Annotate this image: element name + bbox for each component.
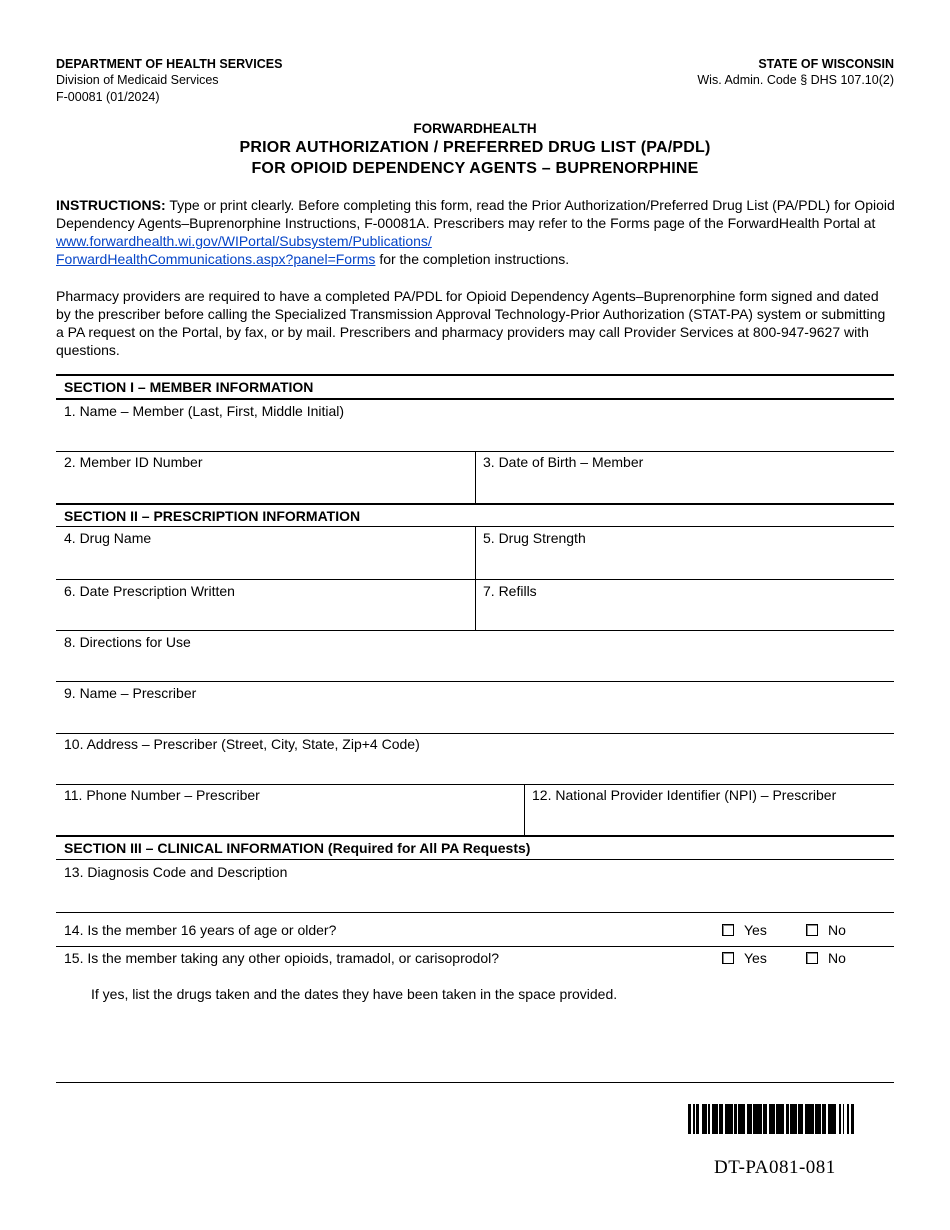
field-member-dob[interactable]: 3. Date of Birth – Member — [483, 454, 644, 470]
program-title: FORWARDHEALTH — [413, 121, 537, 136]
checkbox-icon[interactable] — [722, 924, 734, 936]
section-divider — [56, 835, 894, 837]
section-3-title: SECTION III – CLINICAL INFORMATION (Required for All PA Requests) — [64, 840, 531, 856]
instructions-text-end: for the completion instructions. — [379, 251, 570, 267]
q15-response-area[interactable] — [56, 1006, 894, 1082]
section-divider — [56, 859, 894, 860]
field-prescriber-address[interactable]: 10. Address – Prescriber (Street, City, State, Zip+4 Code) — [64, 736, 420, 752]
division-name: Division of Medicaid Services — [56, 73, 219, 87]
field-member-id[interactable]: 2. Member ID Number — [64, 454, 203, 470]
forms-portal-link[interactable]: www.forwardhealth.wi.gov/WIPortal/Subsystem/Publications/ ForwardHealthCommunications.aspx?panel=Forms — [56, 233, 432, 267]
section-divider — [56, 503, 894, 505]
field-directions[interactable]: 8. Directions for Use — [64, 634, 191, 650]
form-title-line2: FOR OPIOID DEPENDENCY AGENTS – BUPRENORPHINE — [251, 160, 699, 177]
field-prescriber-npi[interactable]: 12. National Provider Identifier (NPI) – Prescriber — [532, 787, 837, 803]
field-prescriber-phone[interactable]: 11. Phone Number – Prescriber — [64, 787, 260, 803]
checkbox-icon[interactable] — [806, 952, 818, 964]
section-divider — [56, 374, 894, 376]
instructions-label: INSTRUCTIONS: — [56, 197, 166, 213]
form-number: F-00081 (01/2024) — [56, 90, 160, 104]
q14-no-option[interactable]: No — [806, 922, 846, 938]
question-14: 14. Is the member 16 years of age or older? — [64, 922, 337, 938]
admin-code: Wis. Admin. Code § DHS 107.10(2) — [697, 73, 894, 87]
checkbox-icon[interactable] — [722, 952, 734, 964]
form-title-line1: PRIOR AUTHORIZATION / PREFERRED DRUG LIST (PA/PDL) — [239, 139, 711, 156]
state-name: STATE OF WISCONSIN — [758, 57, 894, 71]
field-prescriber-name[interactable]: 9. Name – Prescriber — [64, 685, 197, 701]
section-1-title: SECTION I – MEMBER INFORMATION — [64, 379, 314, 395]
field-date-written[interactable]: 6. Date Prescription Written — [64, 583, 235, 599]
section-divider — [56, 398, 894, 400]
field-divider — [56, 912, 894, 913]
barcode-icon — [688, 1104, 878, 1134]
field-drug-name[interactable]: 4. Drug Name — [64, 530, 152, 546]
field-refills[interactable]: 7. Refills — [483, 583, 537, 599]
q15-yes-option[interactable]: Yes — [722, 950, 767, 966]
instructions-text: Type or print clearly. Before completing this form, read the Prior Authorization/Preferred Drug List (PA/PDL) for Opioid Dependency Agents–Buprenorphine Instructions, F-00081A. Prescribers may refer to the Forms page of the ForwardHealth Portal at — [56, 197, 895, 231]
question-15: 15. Is the member taking any other opioids, tramadol, or carisoprodol? — [64, 950, 500, 966]
q14-yes-option[interactable]: Yes — [722, 922, 767, 938]
instructions-paragraph — [56, 196, 896, 268]
checkbox-icon[interactable] — [806, 924, 818, 936]
field-diagnosis[interactable]: 13. Diagnosis Code and Description — [64, 864, 288, 880]
department-name: DEPARTMENT OF HEALTH SERVICES — [56, 57, 283, 71]
field-divider — [524, 784, 525, 836]
q15-note: If yes, list the drugs taken and the dates they have been taken in the space provided. — [91, 986, 618, 1002]
document-code: DT-PA081-081 — [714, 1157, 836, 1178]
field-divider — [56, 630, 894, 631]
field-divider — [56, 579, 894, 580]
field-divider — [475, 451, 476, 503]
section-2-title: SECTION II – PRESCRIPTION INFORMATION — [64, 508, 361, 524]
field-divider — [56, 1082, 894, 1083]
field-divider — [56, 784, 894, 785]
q15-no-option[interactable]: No — [806, 950, 846, 966]
field-member-name[interactable]: 1. Name – Member (Last, First, Middle Initial) — [64, 403, 345, 419]
field-drug-strength[interactable]: 5. Drug Strength — [483, 530, 586, 546]
field-divider — [56, 946, 894, 947]
pharmacy-note: Pharmacy providers are required to have a completed PA/PDL for Opioid Dependency Agents–Buprenorphine form signed and dated by the prescriber before calling the Specialized Transmission Approval Technology-Prior Authorization (STAT-PA) system or submitting a PA request on the Portal, by fax, or by mail. Prescribers and pharmacy providers may call Provider Services at 800-947-9627 with questions. — [56, 288, 886, 358]
field-divider — [56, 733, 894, 734]
field-divider — [56, 681, 894, 682]
